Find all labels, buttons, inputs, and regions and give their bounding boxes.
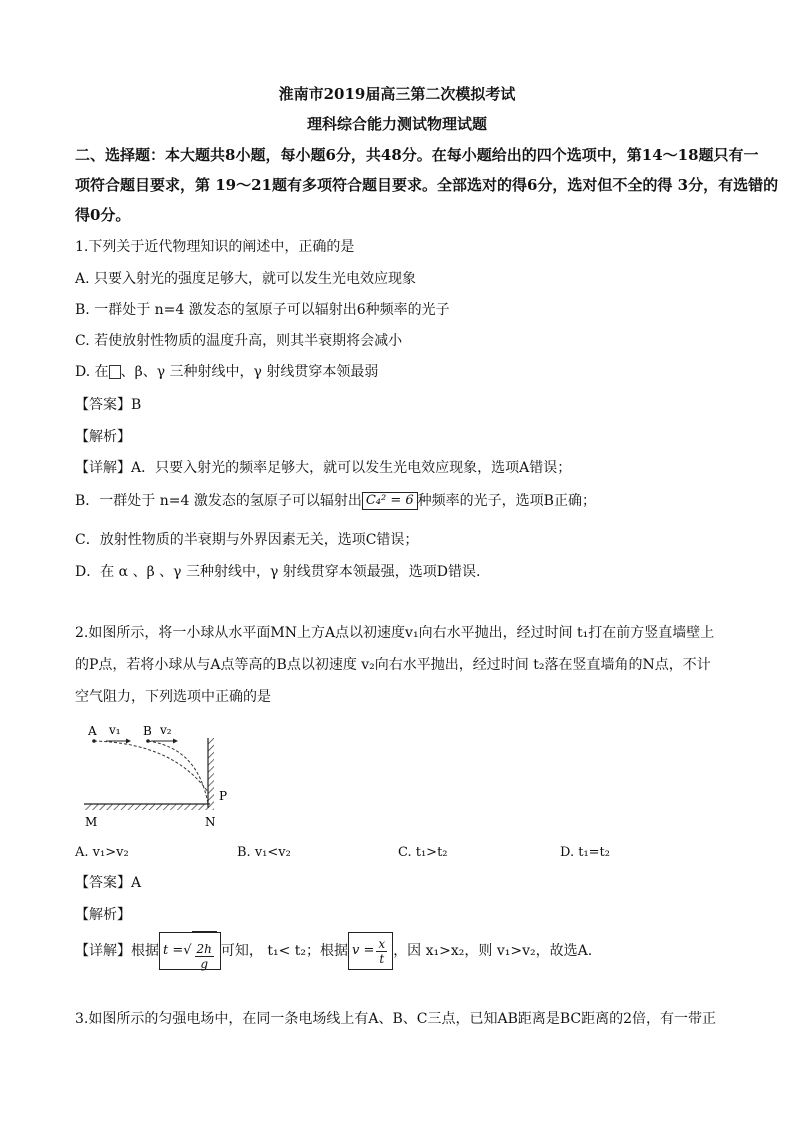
q1-option-c: C. 若使放射性物质的温度升高，则其半衰期将会减小 bbox=[75, 333, 403, 349]
q1-option-d bbox=[75, 362, 735, 382]
label-v1: v₁ bbox=[109, 723, 121, 737]
q1-option-b: B. 一群处于 n=4 激发态的氢原子可以辐射出6种频率的光子 bbox=[75, 302, 450, 318]
arrowhead-v1-icon bbox=[126, 739, 131, 744]
q1-detail-b-suffix: 种频率的光子，选项B正确； bbox=[417, 493, 596, 509]
q3-stem: 3.如图所示的匀强电场中，在同一条电场线上有A、B、C三点，已知AB距离是BC距离的2倍，有一带正 bbox=[75, 1011, 717, 1027]
q1-detail-d: D．在 α 、β 、γ 三种射线中，γ 射线贯穿本领最强，选项D错误. bbox=[75, 564, 481, 580]
q1-combination-formula: C₄² = 6 bbox=[362, 492, 418, 510]
q2-time-formula-lhs: t = bbox=[163, 943, 184, 958]
q2-velocity-formula-lhs: v = bbox=[352, 943, 375, 958]
ground-hatch bbox=[84, 804, 210, 810]
q2-velocity-formula bbox=[348, 932, 393, 970]
q2-detail-prefix: 【详解】根据 bbox=[75, 943, 159, 959]
q2-time-formula bbox=[159, 932, 221, 970]
q1-detail-c: C．放射性物质的半衰期与外界因素无关，选项C错误； bbox=[75, 532, 419, 548]
q2-answer: 【答案】A bbox=[75, 875, 142, 891]
missing-glyph-icon bbox=[109, 365, 121, 379]
arrowhead-v2-icon bbox=[173, 739, 178, 744]
q2-velocity-formula-numerator: x bbox=[378, 936, 386, 951]
q2-option-a: A. v₁>v₂ bbox=[75, 845, 129, 860]
label-m: M bbox=[85, 815, 98, 829]
label-a: A bbox=[88, 724, 97, 738]
q1-detail-b bbox=[75, 491, 735, 511]
q1-analysis-heading: 【解析】 bbox=[75, 429, 131, 445]
label-p: P bbox=[219, 789, 228, 803]
label-b: B bbox=[143, 724, 152, 738]
trajectory-b bbox=[148, 741, 208, 804]
q1-option-d-prefix: D. 在 bbox=[75, 364, 109, 380]
ball-b bbox=[146, 739, 150, 743]
sqrt-sign-icon: √ $\frac{2h}{g}$ bbox=[183, 931, 217, 971]
section-instructions-line1: 二、选择题：本大题共8小题，每小题6分，共48分。在每小题给出的四个选项中，第14～18题只有一 bbox=[75, 146, 759, 164]
trajectory-a bbox=[94, 741, 208, 792]
q2-detail-middle: 可知， t₁< t₂；根据 bbox=[220, 943, 349, 959]
exam-title: 淮南市2019届高三第二次模拟考试 bbox=[278, 85, 516, 103]
q2-stem-line2: 的P点，若将小球从与A点等高的B点以初速度 v₂向右水平抛出，经过时间 t₂落在竖直墙角的N点，不计 bbox=[75, 657, 711, 673]
section-instructions-line3: 得0分。 bbox=[75, 206, 131, 224]
q1-stem: 1.下列关于近代物理知识的阐述中，正确的是 bbox=[75, 239, 355, 255]
q1-detail-a: 【详解】A．只要入射光的频率足够大，就可以发生光电效应现象，选项A错误； bbox=[75, 460, 572, 476]
q2-detail-suffix: ，因 x₁>x₂，则 v₁>v₂，故选A. bbox=[393, 943, 593, 959]
wall-hatch bbox=[208, 738, 214, 810]
q2-detail bbox=[75, 932, 735, 970]
q2-option-b: B. v₁<v₂ bbox=[237, 845, 291, 860]
exam-subtitle: 理科综合能力测试物理试题 bbox=[306, 115, 487, 133]
label-n: N bbox=[205, 815, 216, 829]
q2-analysis-heading: 【解析】 bbox=[75, 907, 131, 923]
q2-time-formula-denominator: g bbox=[200, 957, 209, 971]
section-instructions-line2: 项符合题目要求，第 19～21题有多项符合题目要求。全部选对的得6分，选对但不全的得 3分，有选错的 bbox=[75, 176, 779, 194]
q1-answer: 【答案】B bbox=[75, 397, 142, 413]
label-v2: v₂ bbox=[160, 723, 172, 737]
q2-stem-line1: 2.如图所示，将一小球从水平面MN上方A点以初速度v₁向右水平抛出，经过时间 t₁打在前方竖直墙壁上 bbox=[75, 625, 715, 641]
q2-option-d: D. t₁=t₂ bbox=[560, 845, 610, 860]
q2-velocity-formula-denominator: t bbox=[379, 951, 385, 966]
q2-stem-line3: 空气阻力，下列选项中正确的是 bbox=[75, 689, 271, 705]
q1-option-d-suffix: 、β、γ 三种射线中，γ 射线贯穿本领最弱 bbox=[120, 364, 379, 380]
q2-option-c: C. t₁>t₂ bbox=[398, 845, 448, 860]
q1-option-a: A. 只要入射光的强度足够大，就可以发生光电效应现象 bbox=[75, 271, 417, 287]
q2-time-formula-numerator: 2h bbox=[196, 942, 212, 956]
q1-detail-b-prefix: B．一群处于 n=4 激发态的氢原子可以辐射出 bbox=[75, 493, 362, 509]
ball-a bbox=[92, 739, 96, 743]
projectile-diagram bbox=[78, 718, 248, 836]
